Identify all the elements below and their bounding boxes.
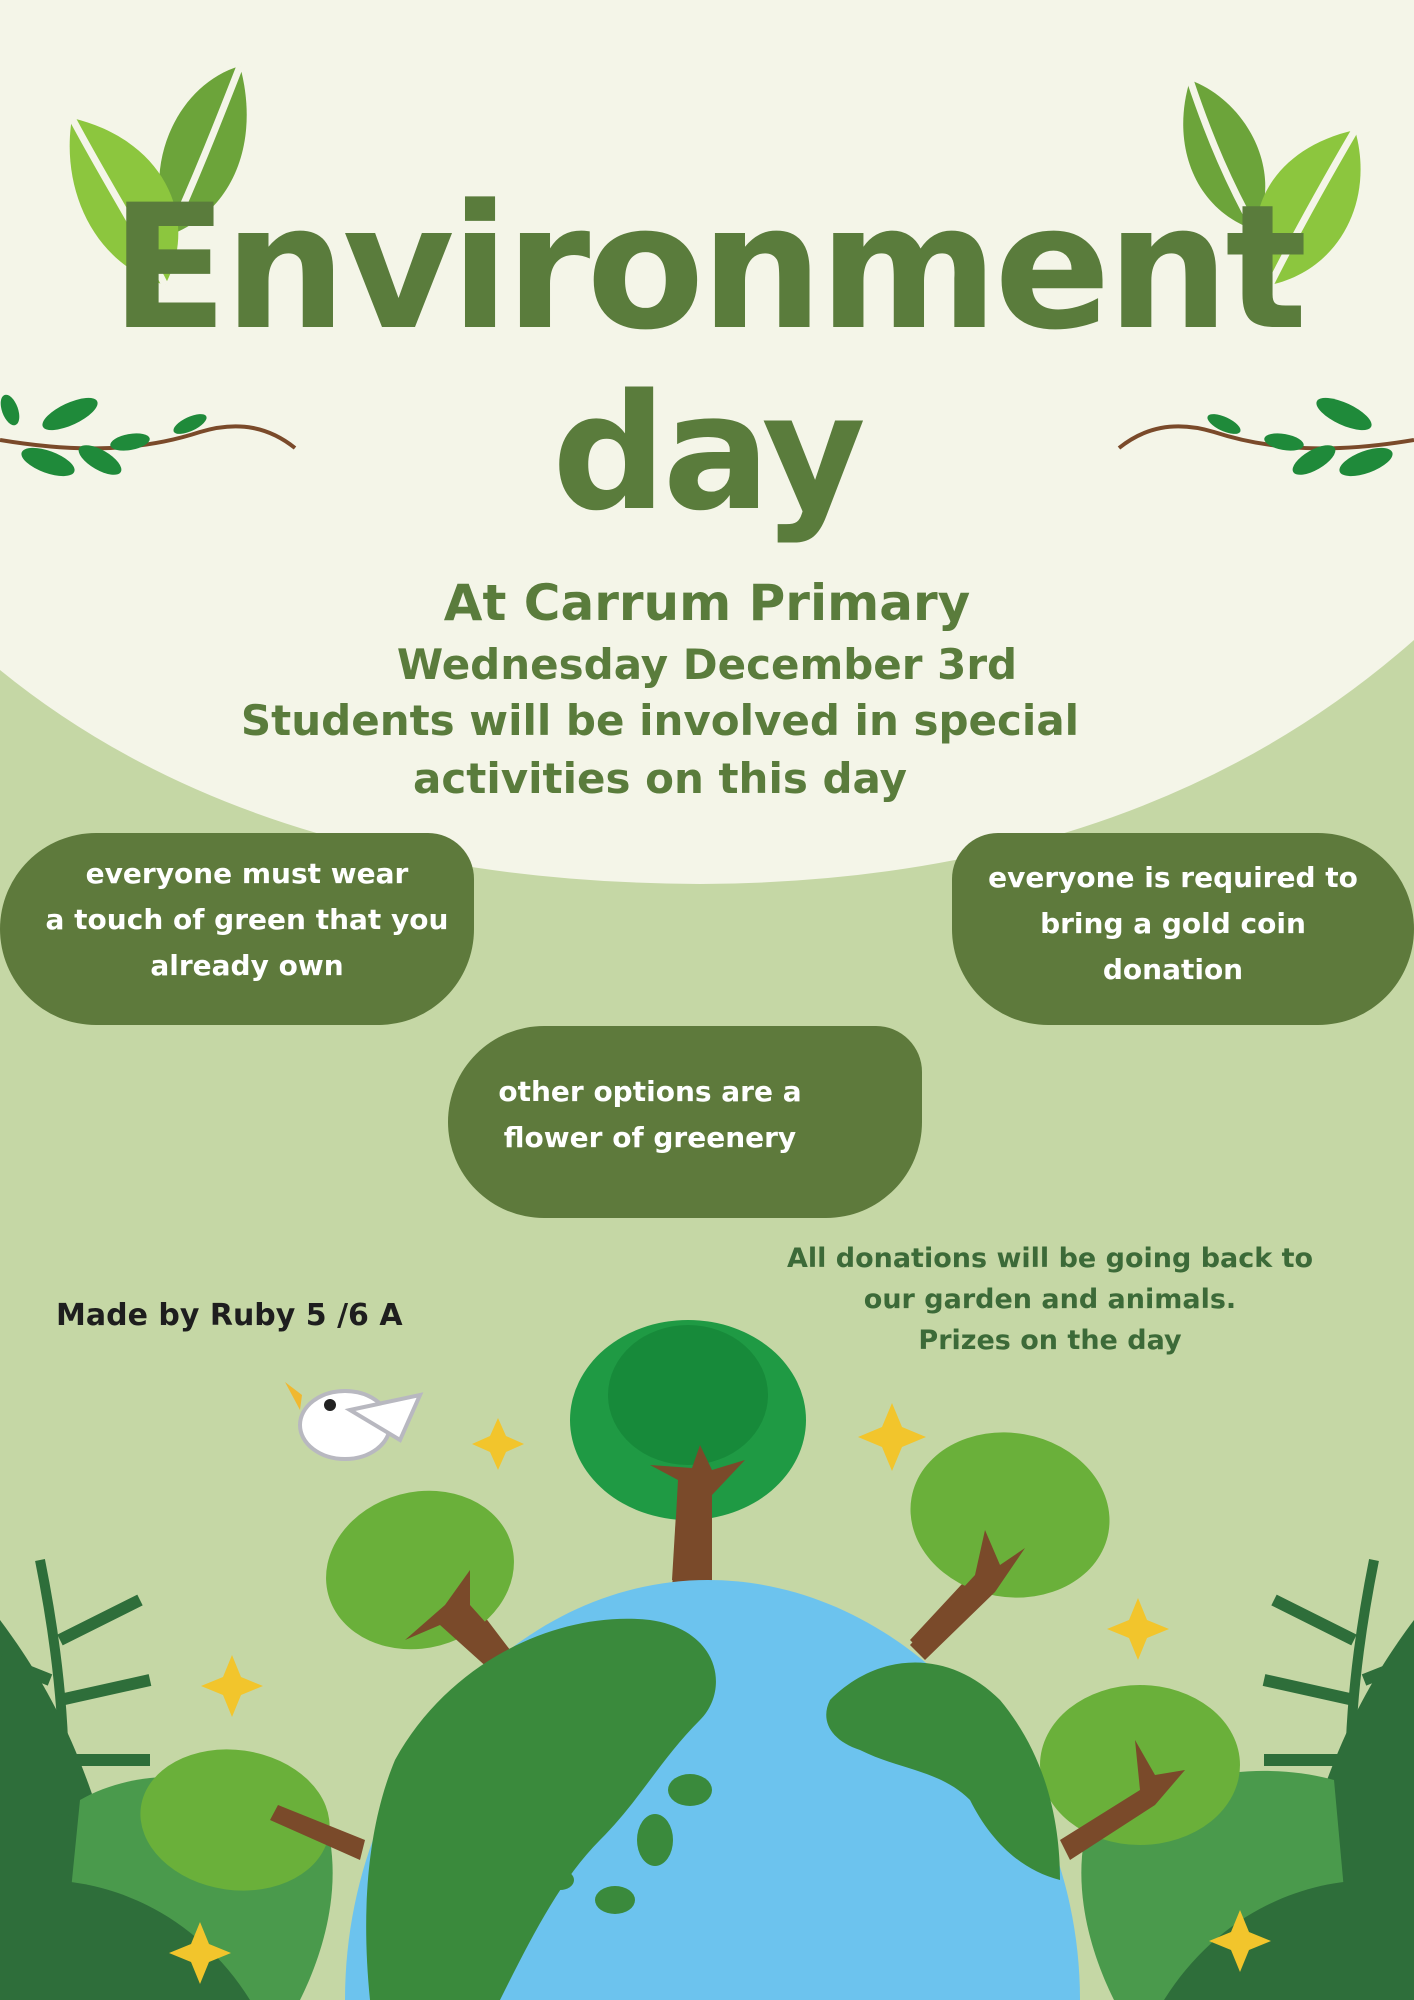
bubble-text: everyone must wear a touch of green that you already own: [45, 857, 449, 982]
school-name: At Carrum Primary: [443, 574, 971, 632]
bird-icon: [285, 1382, 420, 1459]
speech-bubble-other-options: [448, 1026, 922, 1218]
credit-text: Made by Ruby 5 /6 A: [56, 1298, 403, 1333]
donation-note: All donations will be going back to our garden and animals. Prizes on the day: [786, 1243, 1314, 1356]
speech-bubble-gold-coin: [952, 833, 1414, 1025]
star-icon: [201, 1655, 263, 1717]
event-description: Students will be involved in special activities on this day: [240, 696, 1080, 803]
tree-icon: [308, 1470, 532, 1670]
star-icon: [472, 1418, 524, 1470]
title-environment: Environment: [110, 167, 1304, 368]
speech-bubble-green-wear: [0, 833, 474, 1025]
star-icon: [858, 1403, 926, 1471]
star-icon: [1107, 1598, 1169, 1660]
bubble-text: other options are a flower of greenery: [498, 1075, 802, 1154]
event-date: Wednesday December 3rd: [396, 640, 1018, 689]
tree-icon: [897, 1417, 1122, 1660]
tree-icon: [570, 1320, 806, 1590]
title-day: day: [552, 359, 862, 546]
earth-icon: [345, 1580, 1080, 2000]
bubble-text: everyone is required to bring a gold coin donation: [988, 861, 1358, 986]
